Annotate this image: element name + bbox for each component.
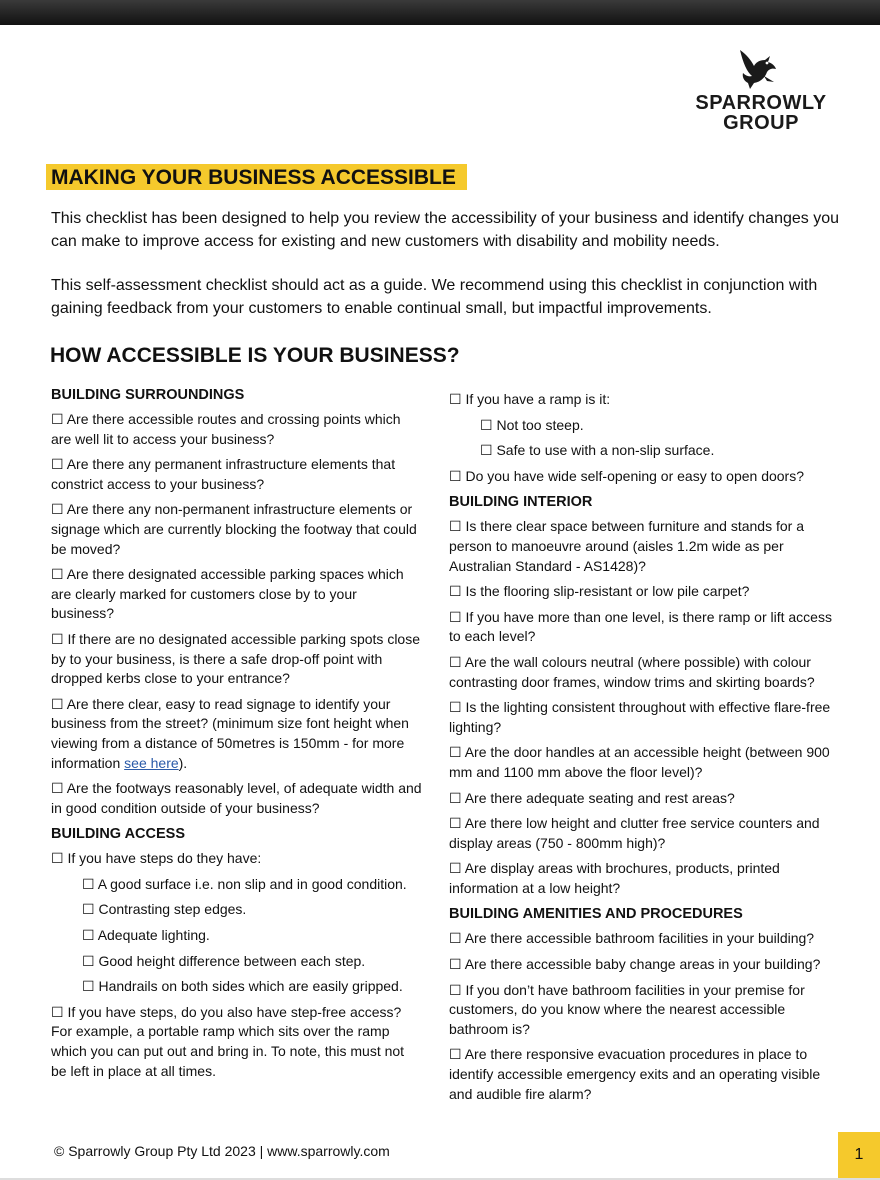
checklist-item[interactable]: [449, 582, 841, 602]
checklist-item[interactable]: [51, 410, 423, 449]
checklist-item-text: If you don’t have bathroom facilities in your premise for customers, do you know where the nearest accessible bathroom is?: [449, 981, 805, 1037]
section-title: HOW ACCESSIBLE IS YOUR BUSINESS?: [50, 344, 460, 367]
checkbox-icon[interactable]: ☐: [449, 930, 462, 947]
checkbox-icon[interactable]: ☐: [449, 699, 462, 716]
checkbox-icon[interactable]: ☐: [449, 860, 462, 877]
checklist-item[interactable]: [449, 981, 841, 1040]
checkbox-icon[interactable]: ☐: [449, 583, 462, 600]
checklist-item-text: If there are no designated accessible parking spots close by to your business, is there a safe drop-off point with dropped kerbs close to your entrance?: [51, 630, 420, 687]
intro-paragraph-2: This self-assessment checklist should act as a guide. We recommend using this checklist in conjunction with gaining feedback from your customers to enable continual small, but impactful improvements.: [51, 277, 818, 317]
checklist-item-steps[interactable]: [51, 849, 423, 869]
checkbox-icon[interactable]: ☐: [82, 901, 95, 918]
checkbox-icon[interactable]: ☐: [449, 608, 462, 625]
checklist-item[interactable]: [449, 1045, 841, 1104]
checklist-item[interactable]: [449, 789, 841, 809]
section-heading-interior: BUILDING INTERIOR: [449, 494, 593, 511]
checkbox-icon[interactable]: ☐: [51, 780, 64, 797]
checkbox-icon[interactable]: ☐: [449, 391, 462, 407]
checklist-subitem[interactable]: [51, 900, 423, 920]
checklist-item-text: Is there clear space between furniture and stands for a person to manoeuvre around (aisles 1.2m wide as per Australian Standard - AS1428)?: [449, 518, 804, 574]
checklist-item-text: Are there accessible routes and crossing points which are well lit to access your business?: [51, 411, 401, 447]
checkbox-icon[interactable]: ☐: [449, 518, 462, 535]
page-title: MAKING YOUR BUSINESS ACCESSIBLE: [46, 164, 467, 190]
left-column: [51, 385, 423, 1087]
checkbox-icon[interactable]: ☐: [449, 467, 462, 484]
sparrow-icon: [734, 46, 780, 92]
section-heading-amenities: BUILDING AMENITIES AND PROCEDURES: [449, 906, 743, 923]
checkbox-icon[interactable]: ☐: [449, 956, 462, 973]
checklist-item-suffix: ).: [178, 754, 188, 771]
checklist-subitem-text: Not too steep.: [496, 416, 584, 433]
checklist-item[interactable]: [449, 517, 841, 576]
checklist-item[interactable]: [449, 698, 841, 737]
checklist-item-text: Are there accessible bathroom facilities in your building?: [464, 930, 815, 947]
checklist-item-text: Is the flooring slip-resistant or low pile carpet?: [465, 583, 750, 600]
see-here-link[interactable]: see here: [124, 754, 179, 771]
checklist-subitem-text: A good surface i.e. non slip and in good condition.: [97, 875, 407, 892]
checklist-item[interactable]: [51, 455, 423, 494]
section-heading-surroundings: BUILDING SURROUNDINGS: [51, 387, 245, 403]
company-logo: [676, 44, 846, 136]
checklist-item-text: If you have steps do they have:: [67, 850, 262, 867]
checklist-item-text: Are there designated accessible parking spaces which are clearly marked for customers close by to your business?: [51, 566, 404, 622]
top-bar: [0, 0, 880, 25]
checklist-subitem-text: Contrasting step edges.: [98, 901, 247, 918]
footer-copyright: © Sparrowly Group Pty Ltd 2023 | www.sparrowly.com: [54, 1143, 390, 1159]
checklist-item-ramp[interactable]: [449, 390, 841, 410]
checkbox-icon[interactable]: ☐: [51, 411, 64, 427]
checklist-item-text: Are the wall colours neutral (where possible) with colour contrasting door frames, window trims and skirting boards?: [449, 653, 815, 690]
checklist-item[interactable]: [51, 779, 423, 818]
checklist-subitem[interactable]: [51, 926, 423, 946]
checkbox-icon[interactable]: ☐: [51, 456, 64, 473]
page-number: 1: [838, 1132, 880, 1178]
checkbox-icon[interactable]: ☐: [449, 981, 462, 998]
checklist-item-text: If you have a ramp is it:: [465, 391, 611, 407]
checkbox-icon[interactable]: ☐: [51, 1003, 64, 1020]
checkbox-icon[interactable]: ☐: [51, 850, 64, 867]
logo-text-line2: GROUP: [723, 112, 799, 134]
checklist-item-text: Are there any non-permanent infrastructure elements or signage which are currently blocking the footway that could be moved?: [51, 501, 417, 557]
checklist-item[interactable]: [449, 859, 841, 898]
checklist-subitem-text: Safe to use with a non-slip surface.: [496, 442, 715, 459]
checkbox-icon[interactable]: ☐: [449, 815, 462, 832]
checkbox-icon[interactable]: ☐: [449, 1046, 462, 1063]
checklist-item[interactable]: [51, 565, 423, 624]
checkbox-icon[interactable]: ☐: [51, 630, 64, 647]
right-column: [449, 390, 841, 1110]
checklist-item[interactable]: [449, 467, 841, 487]
checklist-item-text: Are the footways reasonably level, of adequate width and in good condition outside of your business?: [51, 780, 422, 816]
checkbox-icon[interactable]: ☐: [82, 952, 95, 969]
checklist-subitem-text: Handrails on both sides which are easily gripped.: [98, 978, 403, 995]
checklist-item[interactable]: [449, 608, 841, 647]
checklist-subitem[interactable]: [51, 952, 423, 972]
checklist-item-text: Are there accessible baby change areas in your building?: [464, 956, 821, 973]
checkbox-icon[interactable]: ☐: [51, 501, 64, 518]
checkbox-icon[interactable]: ☐: [82, 978, 95, 995]
checklist-item-text: Are the door handles at an accessible height (between 900 mm and 1100 mm above the floor level)?: [449, 744, 830, 780]
section-heading-access: BUILDING ACCESS: [51, 826, 185, 843]
checkbox-icon[interactable]: ☐: [82, 927, 95, 944]
checkbox-icon[interactable]: ☐: [51, 695, 64, 712]
checklist-item-text: Do you have wide self-opening or easy to open doors?: [465, 467, 805, 484]
checkbox-icon[interactable]: ☐: [480, 416, 493, 433]
checklist-item[interactable]: [449, 929, 841, 949]
checklist-item[interactable]: [449, 653, 841, 692]
checklist-item-text: If you have steps, do you also have step-free access? For example, a portable ramp which sits over the ramp which you can put out and bring in. To note, this must not be left in place at all times.: [51, 1003, 405, 1079]
checklist-item-text: Are display areas with brochures, products, printed information at a low height?: [449, 860, 780, 896]
checklist-subitem[interactable]: [449, 416, 841, 436]
checklist-item-signage[interactable]: [51, 695, 423, 773]
checklist-item-text: Are there responsive evacuation procedures in place to identify accessible emergency exits and an operating visible and audible fire alarm?: [449, 1046, 821, 1102]
checklist-item-text: Are there low height and clutter free service counters and display areas (750 - 800mm high)?: [449, 815, 820, 851]
checklist-subitem[interactable]: [51, 977, 423, 997]
checklist-item-text: If you have more than one level, is there ramp or lift access to each level?: [449, 608, 832, 645]
checklist-item[interactable]: [51, 1003, 423, 1081]
checklist-subitem[interactable]: [449, 441, 841, 461]
checkbox-icon[interactable]: ☐: [82, 875, 95, 892]
checklist-subitem-text: Good height difference between each step.: [98, 952, 366, 969]
checkbox-icon[interactable]: ☐: [449, 653, 462, 670]
checklist-item-text: Are there adequate seating and rest areas?: [464, 789, 735, 806]
checkbox-icon[interactable]: ☐: [51, 566, 64, 583]
checklist-item-text: Are there clear, easy to read signage to identify your business from the street? (minimum size font height when viewing from a distance of 50metres is 150mm - for more information: [51, 695, 409, 771]
checklist-item-text: Is the lighting consistent throughout with effective flare-free lighting?: [449, 699, 831, 735]
checklist-item[interactable]: [449, 955, 841, 975]
checklist-item-text: Are there any permanent infrastructure elements that constrict access to your business?: [51, 456, 396, 492]
checklist-item[interactable]: [449, 814, 841, 853]
checkbox-icon[interactable]: ☐: [449, 789, 462, 806]
intro-paragraph-1: This checklist has been designed to help you review the accessibility of your business and identify changes you can make to improve access for existing and new customers with disability and mobility needs.: [51, 210, 840, 250]
checklist-subitem[interactable]: [51, 875, 423, 895]
checklist-subitem-text: Adequate lighting.: [97, 927, 210, 944]
checkbox-icon[interactable]: ☐: [480, 442, 493, 459]
checklist-item[interactable]: [449, 743, 841, 782]
checklist-item[interactable]: [51, 500, 423, 559]
checklist-item[interactable]: [51, 630, 423, 689]
logo-text-line1: SPARROWLY: [695, 92, 827, 114]
checkbox-icon[interactable]: ☐: [449, 744, 462, 761]
